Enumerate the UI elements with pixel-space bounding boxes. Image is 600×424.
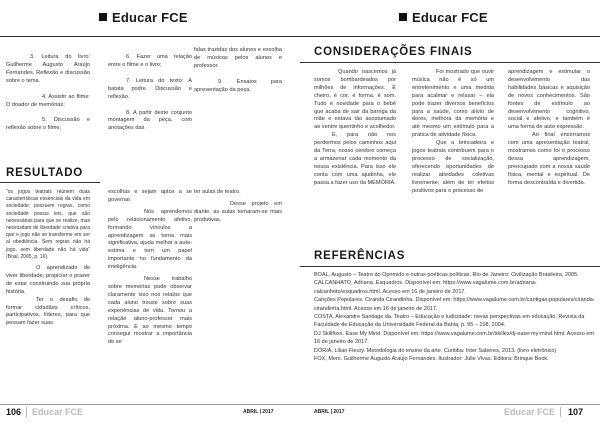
paragraph: 6. Fazer uma relação entre o filme e o livro;	[108, 54, 192, 68]
left-col2-top	[108, 54, 192, 133]
footer-divider	[300, 404, 600, 405]
quote: “os jogos teatrais reúnem duas características essenciais da vida em sociedade: possuem regras, como sociedade possui leis, que são necessárias para que se realize, mas necessitam de liberdade criativa para que o jogo não se transforme em ser al obediência. Sem regras não há jogo, sem liberdade não há vida” (Boal, 2005, p. 16).	[6, 189, 90, 260]
references-list	[314, 271, 596, 363]
footer-date: ABRIL | 2017	[314, 409, 345, 415]
left-col1-top	[6, 54, 90, 133]
paragraph: falas trazidas dos alunos e escolha de músicas pelos alunos e professor.	[194, 47, 282, 69]
paragraph: Que a brincadeira e jogos teatrais contribuem para o processo de socialização, oferecendo oportunidades de realizar atividades coletivas livremente; além de ter efeitos positivos para o processo de	[412, 140, 494, 194]
left-col2-bottom	[108, 189, 192, 347]
paragraph: 7. Leitura do texto: A batata podre. Discussão e reflexão.	[108, 77, 192, 100]
reference-item: DJ Skillfoxx. Ease My Mind. Disponível em: https://www.vagalume.com.br/skillex/dj-ease-my-mind.html. Acesso em 16 de janeiro de 2017.	[314, 330, 594, 346]
right-page	[300, 0, 600, 424]
header-divider	[300, 36, 600, 37]
paragraph: Desse projeto em diante, as aulas tornaram-se mais produtivas.	[194, 200, 282, 223]
footer-date: ABRIL | 2017	[243, 409, 274, 415]
left-col1-bottom	[6, 189, 90, 328]
paragraph: 8. A partir deste conjunto montagem da peça, com anotações das	[108, 109, 192, 132]
paragraph: Nós aprendemos pelo relacionamento afetivo, formando vínculos a aprendizagem se torna mais significativa, ajuda melhor a auto-estima e tem um papel importante no fundamento da inteligência.	[108, 208, 192, 271]
paragraph: Ao final encerramos com uma apresentação teatral, mostramos como foi o processo dessa aprendizagem, preocupado com a nossa saúde física, mental e espiritual. De forma descontraída e divertida.	[508, 132, 590, 186]
section-title-resultado: RESULTADO	[6, 167, 84, 179]
right-col1	[314, 69, 396, 188]
paragraph: E, para não nos perdermos pelos caminhos aqui da Terra, nosso cérebro começa a armazenar cada momento da nossa existência. Para isso ele conta com uma ajudinha, ele passa a fazer uso da MEMÓRIA.	[314, 132, 396, 186]
paragraph: 3. Leitura do livro: Guilherme Augusto Araújo Fernandes. Reflexão e discussão sobre o tema.	[6, 54, 90, 84]
footer-brand: Educar FCE	[504, 407, 556, 417]
paragraph: O aprendizado de viver liberdade, propiciar o prazer de estar construindo sua própria história.	[6, 265, 90, 295]
paragraph: 4. Assistir ao filme: O doador de memórias;	[6, 93, 90, 108]
header-brand: Educar FCE	[112, 10, 188, 25]
footer-separator	[560, 407, 561, 417]
header-brand: Educar FCE	[412, 10, 488, 25]
footer-separator	[26, 407, 27, 417]
paragraph: aprendizagem e estimular o desenvolvimento das habilidades básicas e aquisição de novos conhecimentos. São fontes de estímulo ao desenvolvimento cognitivo, social e afetivo, e também é uma forma de auto expressão.	[508, 69, 590, 131]
paragraph: escolhas e sejam aptos a se governar.	[108, 189, 192, 203]
page-number: 107	[568, 407, 584, 417]
paragraph: Nesse trabalho sobre memórias pude observar claramente isso nos relatos que cada aluno trouxe sobre suas experiências de vida. Tornou a relação aluno-professor mais próxima. E ao mesmo tempo consegui mostrar a importância de se	[108, 276, 192, 346]
paragraph: 9. Ensaios para apresentação da peça.	[194, 78, 282, 93]
section-title-consideracoes: CONSIDERAÇÕES FINAIS	[314, 46, 473, 58]
section-underline	[300, 62, 600, 63]
footer-divider	[0, 404, 300, 405]
section-title-referencias: REFERÊNCIAS	[314, 250, 406, 262]
reference-item: DÓRIA, Lilian Fleury. Metodologia do ensino da arte. Curitiba: Inter Saberes, 2013. (livro eletrônico)	[314, 347, 557, 354]
reference-item: BOAL, Augusto – Teatro do Oprimido e outras poéticas políticas. Rio de Janeiro: Civilização Brasileira, 2005.	[314, 272, 579, 278]
reference-item: FOX, Mem. Guilherme Augusto Araújo Fernandes. Ilustrador: Julie Vivas. Editora: Brinque Book.	[314, 356, 549, 363]
right-page-header	[399, 10, 488, 25]
square-bullet-icon	[399, 13, 407, 21]
reference-item: COSTA, Alexandre Santiago da. Teatro – Educação e ludicidade: novas perspectivas em educação. Revista da Faculdade de Educação da Universidade Federal da Bahia, p. 95 – 108, 2004.	[314, 314, 585, 329]
left-col3-top	[194, 47, 282, 95]
paragraph: Quando nascemos já somos bombardeados por milhões de informações. É cheiro, é cor, é forma, é som. Tudo é novidade para o bebê que acaba de sair da barriga da mãe e estava tão acostumado ao ventre quentinho e acolhedor.	[314, 69, 396, 131]
reference-item: Canções Populares. Ciranda Cirandinha. Disponível em: https://www.vagalume.com.br/cantigas-populares/ciranda-cirandinha.html. Acesso em 16 de janeiro de 2017.	[314, 297, 595, 312]
right-col3	[508, 69, 590, 188]
square-bullet-icon	[99, 13, 107, 21]
paragraph: ter aulas de teatro.	[194, 189, 241, 195]
page-number: 106	[6, 407, 22, 417]
left-page-header	[99, 10, 188, 25]
header-divider	[0, 36, 300, 37]
paragraph: Ter o desafio de formar cidadãos críticos, participativos, líderes, para que possam fazer suas	[6, 296, 90, 327]
section-underline	[300, 266, 600, 267]
right-col2	[412, 69, 494, 196]
footer-brand: Educar FCE	[32, 407, 84, 417]
paragraph: Foi mostrado que ouvir música não é só um entretenimento e uma medida para acalmar e relaxar – ela pode trazer diversos benefícios para a saúde, como alívio de dores, melhora da memória e até mesmo um estímulo para a prática de atividade física.	[412, 69, 494, 139]
left-col3-bottom	[194, 189, 282, 225]
reference-item: CALCANHATO, Adriana. Esquadros. Disponível em: https://www.vagalume.com.br/adriana-calcanhoto/esquadros.html. Acesso em 16 de janeiro de 2017.	[314, 280, 537, 295]
paragraph: 5. Discussão e reflexão sobre o filme;	[6, 117, 90, 132]
section-underline	[0, 182, 100, 183]
